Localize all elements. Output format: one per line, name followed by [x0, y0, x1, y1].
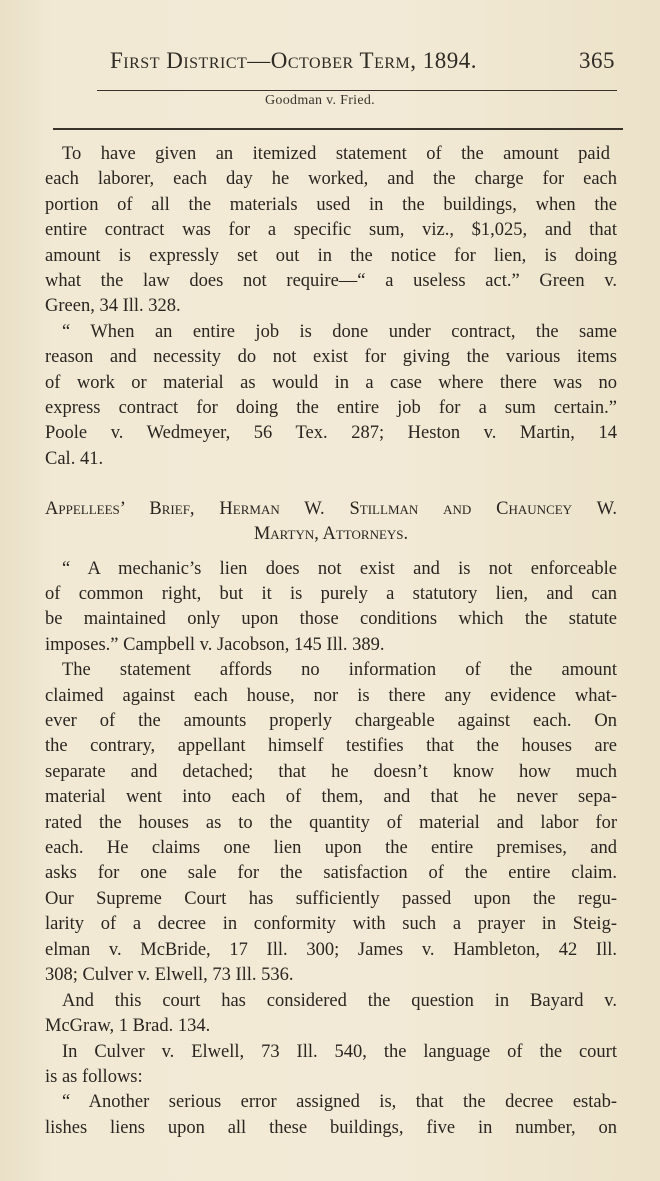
text-line: entire contract was for a specific sum, viz., $1,025, and that	[45, 220, 617, 240]
text-line: imposes.” Campbell v. Jacobson, 145 Ill. 389.	[45, 635, 385, 655]
text-line: is as follows:	[45, 1067, 143, 1087]
text-line: 308; Culver v. Elwell, 73 Ill. 536.	[45, 965, 294, 985]
text-line: Cal. 41.	[45, 449, 104, 469]
text-line: what the law does not require—“ a useless act.” Green v.	[45, 271, 617, 291]
text-line: each. He claims one lien upon the entire premises, and	[45, 838, 617, 858]
caption-rule	[53, 128, 623, 130]
text-line: larity of a decree in conformity with such a prayer in Steig-	[45, 914, 617, 934]
running-head	[110, 48, 615, 74]
header-rule	[97, 90, 617, 91]
text-line: To have given an itemized statement of the amount paid	[62, 144, 610, 164]
text-line: McGraw, 1 Brad. 134.	[45, 1016, 211, 1036]
text-line: of work or material as would in a case where there was no	[45, 373, 617, 393]
text-line: express contract for doing the entire job for a sum certain.”	[45, 398, 617, 418]
text-line: The statement affords no information of the amount	[62, 660, 617, 680]
text-line: In Culver v. Elwell, 73 Ill. 540, the language of the court	[62, 1042, 617, 1062]
text-line: ever of the amounts properly chargeable against each. On	[45, 711, 617, 731]
text-line: Poole v. Wedmeyer, 56 Tex. 287; Heston v. Martin, 14	[45, 423, 617, 443]
text-line: Green, 34 Ill. 328.	[45, 296, 181, 316]
text-line: claimed against each house, nor is there any evidence what-	[45, 686, 617, 706]
running-title: First District—October Term, 1894.	[110, 48, 478, 73]
text-line: amount is expressly set out in the notice for lien, is doing	[45, 246, 617, 266]
text-line: material went into each of them, and that he never sepa-	[45, 787, 617, 807]
text-line: And this court has considered the question in Bayard v.	[62, 991, 617, 1011]
brief-heading: Martyn, Attorneys.	[253, 524, 409, 544]
text-line: elman v. McBride, 17 Ill. 300; James v. Hambleton, 42 Ill.	[45, 940, 617, 960]
text-line: rated the houses as to the quantity of material and labor for	[45, 813, 617, 833]
text-line: the contrary, appellant himself testifies that the houses are	[45, 736, 617, 756]
text-line: Our Supreme Court has sufficiently passed upon the regu-	[45, 889, 617, 909]
page-number: 365	[579, 48, 615, 73]
text-line: asks for one sale for the satisfaction of the entire claim.	[45, 863, 617, 883]
case-caption: Goodman v. Fried.	[265, 93, 375, 108]
text-line: separate and detached; that he doesn’t know how much	[45, 762, 617, 782]
text-line: lishes liens upon all these buildings, five in number, on	[45, 1118, 617, 1138]
text-line: of common right, but it is purely a statutory lien, and can	[45, 584, 617, 604]
text-line: “ Another serious error assigned is, that the decree estab-	[62, 1092, 617, 1112]
text-line: each laborer, each day he worked, and the charge for each	[45, 169, 617, 189]
text-line: “ When an entire job is done under contract, the same	[62, 322, 617, 342]
text-line: be maintained only upon those conditions which the statute	[45, 609, 617, 629]
text-line: portion of all the materials used in the buildings, when the	[45, 195, 617, 215]
text-line: “ A mechanic’s lien does not exist and is not enforceable	[62, 559, 617, 579]
text-line: reason and necessity do not exist for giving the various items	[45, 347, 617, 367]
brief-heading: Appellees’ Brief, Herman W. Stillman and Chauncey W.	[45, 499, 617, 519]
